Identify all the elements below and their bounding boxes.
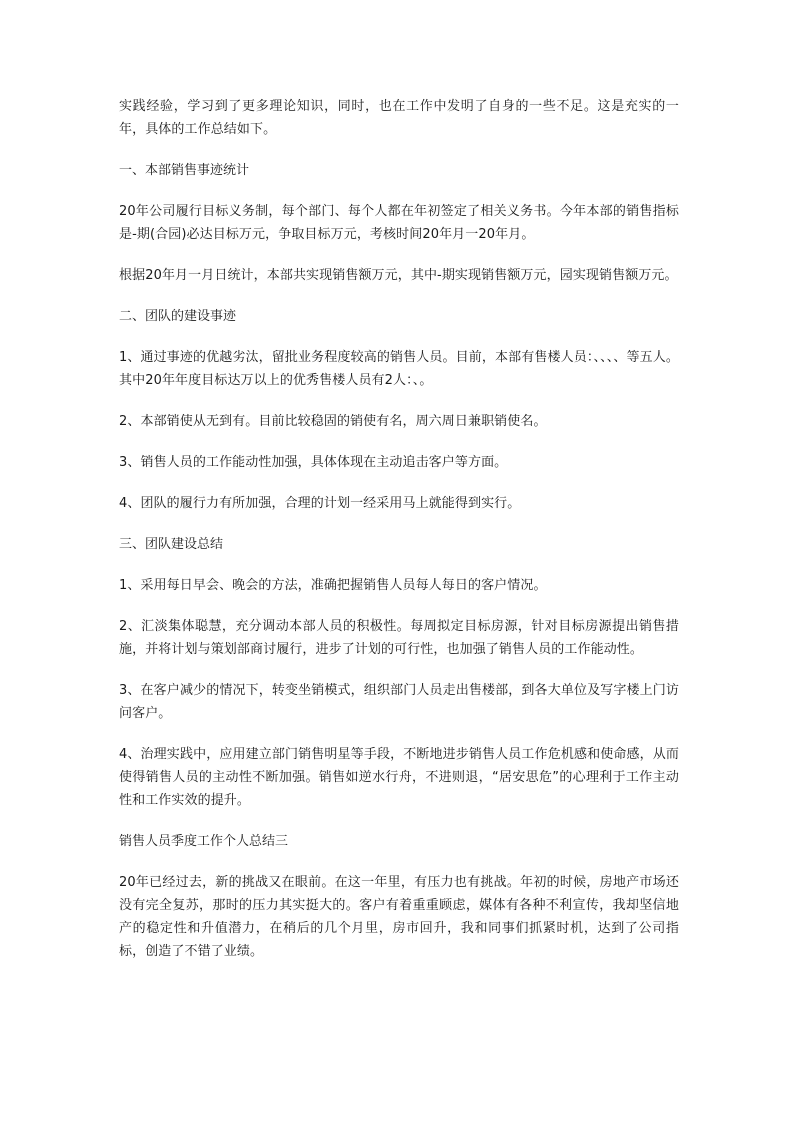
section-heading-team-building: 二、团队的建设事迹 (119, 309, 237, 324)
section-heading-sales-stats: 一、本部销售事迹统计 (119, 163, 250, 178)
paragraph-target-responsibility: 20年公司履行目标义务制，每个部门、每个人都在年初签定了相关义务书。今年本部的销售指标是-期(合园)必达目标万元，争取目标万元，考核时间20年月一20年月。 (119, 204, 679, 242)
paragraph-quarterly-summary: 20年已经过去，新的挑战又在眼前。在这一年里，有压力也有挑战。年初的时候，房地产市场还没有完全复苏，那时的压力其实挺大的。客户有着重重顾虑，媒体有各种不利宣传，我却坚信地产的稳定性和升值潜力，在稍后的几个月里，房市回升，我和同事们抓紧时机，达到了公司指标，创造了不错了业绩。 (119, 875, 679, 959)
paragraph-team-item-2: 2、本部销使从无到有。目前比较稳固的销使有名，周六周日兼职销使名。 (119, 414, 547, 429)
paragraph-summary-item-4: 4、治理实践中，应用建立部门销售明星等手段，不断地进步销售人员工作危机感和使命感，从而使得销售人员的主动性不断加强。销售如逆水行舟，不进则退，“居安思危”的心理利于工作主动性和工作实效的提升。 (119, 747, 679, 808)
paragraph-team-item-1: 1、通过事迹的优越劣汰，留批业务程度较高的销售人员。目前，本部有售楼人员：、、、、等五人。其中20年年度目标达万以上的优秀售楼人员有2人：、。 (119, 350, 679, 388)
paragraph-team-item-3: 3、销售人员的工作能动性加强，具体体现在主动追击客户等方面。 (119, 455, 508, 470)
section-heading-team-summary: 三、团队建设总结 (119, 537, 224, 552)
intro-paragraph: 实践经验，学习到了更多理论知识，同时，也在工作中发明了自身的一些不足。这是充实的一年，具体的工作总结如下。 (119, 99, 679, 137)
document-page (119, 95, 679, 981)
paragraph-sales-statistics: 根据20年月一月日统计，本部共实现销售额万元，其中-期实现销售额万元，园实现销售额万元。 (119, 268, 678, 283)
paragraph-team-item-4: 4、团队的履行力有所加强，合理的计划一经采用马上就能得到实行。 (119, 496, 521, 511)
section-heading-quarterly-summary-three: 销售人员季度工作个人总结三 (119, 834, 289, 849)
paragraph-summary-item-1: 1、采用每日早会、晚会的方法，准确把握销售人员每人每日的客户情况。 (119, 578, 547, 593)
paragraph-summary-item-2: 2、汇淡集体聪慧，充分调动本部人员的积极性。每周拟定目标房源，针对目标房源提出销售措施，并将计划与策划部商讨履行，进步了计划的可行性，也加强了销售人员的工作能动性。 (119, 619, 679, 657)
paragraph-summary-item-3: 3、在客户减少的情况下，转变坐销模式，组织部门人员走出售楼部，到各大单位及写字楼上门访问客户。 (119, 683, 679, 721)
